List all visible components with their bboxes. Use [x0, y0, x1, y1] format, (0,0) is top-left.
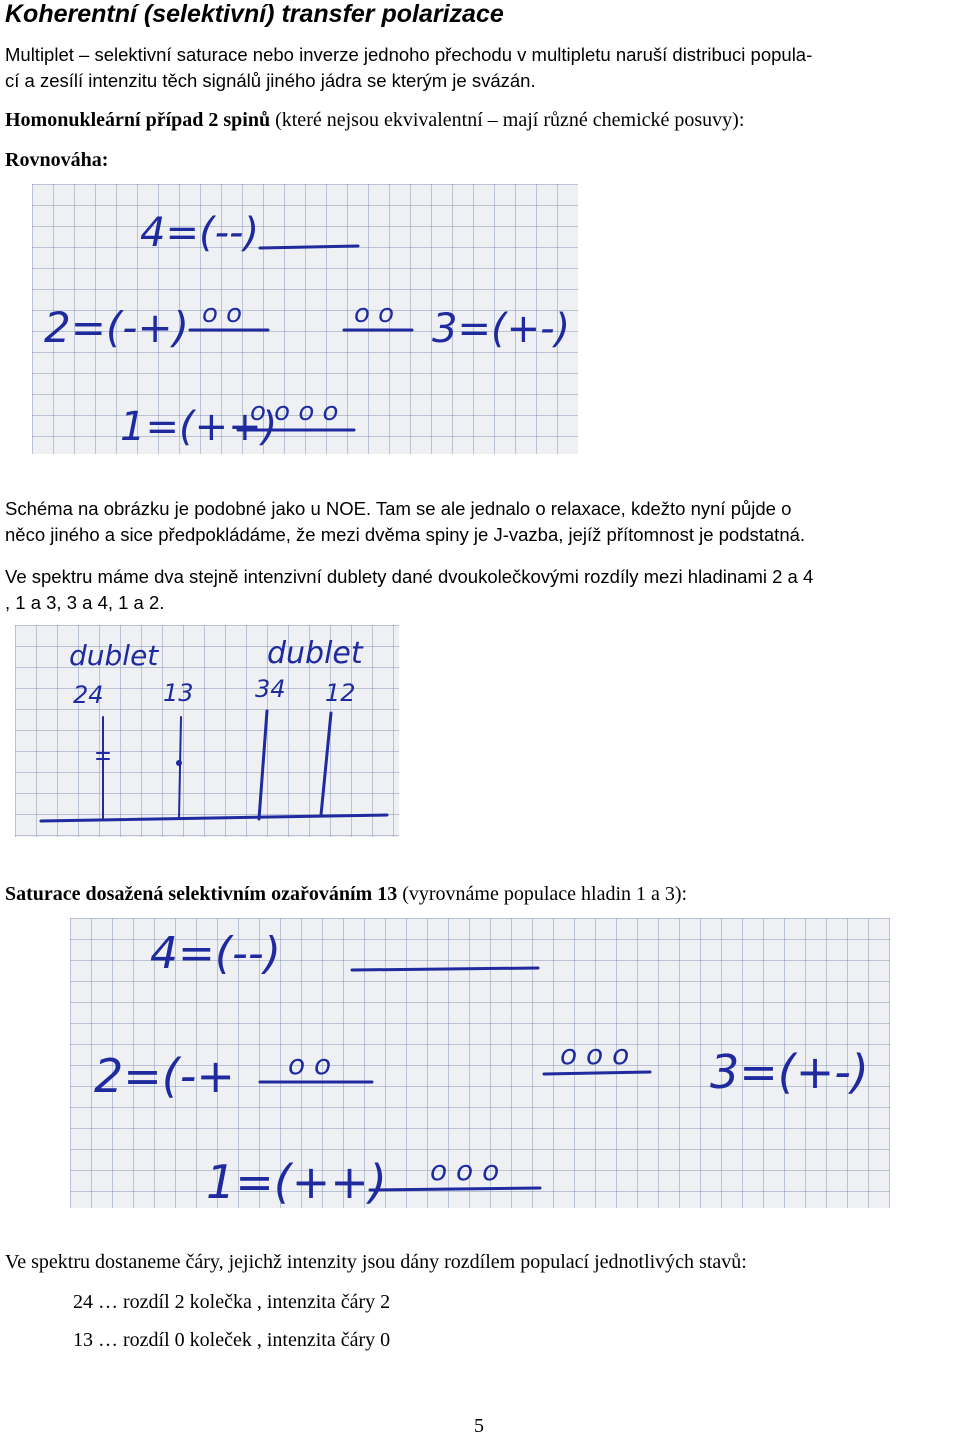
equilibrium-bold: Rovnováha: [5, 149, 109, 171]
homonuclear-line [5, 106, 744, 134]
result-item-24: 24 … rozdíl 2 kolečka , intenzita čáry 2 [73, 1291, 391, 1313]
sat-state-1-label: 1=(++) [206, 1155, 387, 1208]
line-12-label: 12 [325, 679, 356, 707]
state-4-label: 4=(--) [140, 210, 260, 256]
state-2-label: 2=(-+) [44, 303, 190, 352]
sat-state-2-label: 2=(-+ [94, 1049, 235, 1103]
doublet-right-label: dublet [267, 636, 363, 671]
result-item-13: 13 … rozdíl 0 koleček , intenzita čáry 0 [73, 1329, 391, 1351]
sat-state-3-label: 3=(+-) [710, 1045, 869, 1099]
saturation-rest: (vyrovnáme populace hladin 1 a 3): [397, 883, 688, 905]
equilibrium-label [5, 146, 108, 174]
result-line: Ve spektru dostaneme čáry, jejichž intenzity jsou dány rozdílem populací jednotlivých stavů: [5, 1251, 747, 1273]
line-24-label: 24 [73, 681, 104, 709]
page-number: 5 [474, 1415, 484, 1437]
noe-line-1: Schéma na obrázku je podobné jako u NOE. Tam se ale jednalo o relaxace, kdežto nyní půjde o [5, 498, 792, 519]
sat-state-2-dots: o o [288, 1048, 332, 1081]
sat-state-4-label: 4=(--) [150, 928, 281, 979]
state-2-dots: o o [202, 299, 243, 329]
spectrum-line-2: , 1 a 3, 3 a 4, 1 a 2. [5, 592, 165, 613]
spectrum-line-1: Ve spektru máme dva stejně intenzivní dublety dané dvoukolečkovými rozdíly mezi hladinami 2 a 4 [5, 566, 814, 587]
homonuclear-bold: Homonukleární případ 2 spinů [5, 109, 271, 131]
line-13-label: 13 [163, 679, 194, 707]
saturation-bold: Saturace dosažená selektivním ozařováním 13 [5, 883, 398, 905]
saturation-line [5, 880, 687, 908]
state-3-dots: o o [354, 299, 395, 329]
state-3-label: 3=(+-) [432, 306, 571, 352]
state-1-label: 1=(++) [120, 404, 278, 450]
intro-line-2: cí a zesílí intenzitu těch signálů jiného jádra se kterým je svázán. [5, 70, 536, 91]
figure-saturation-photo [70, 918, 890, 1208]
figure-spectrum-photo [15, 625, 399, 837]
doublet-left-label: dublet [69, 639, 159, 672]
figure-equilibrium-photo [32, 184, 578, 454]
sat-state-1-dots: o o o [430, 1154, 500, 1187]
homonuclear-rest: (které nejsou ekvivalentní – mají různé chemické posuvy): [270, 109, 745, 131]
noe-line-2: něco jiného a sice předpokládáme, že mezi dvěma spiny je J-vazba, jejíž přítomnost je podstatná. [5, 524, 806, 545]
line-34-label: 34 [255, 675, 286, 703]
page-title: Koherentní (selektivní) transfer polarizace [5, 0, 504, 28]
sat-state-3-dots: o o o [560, 1038, 630, 1071]
state-1-dots: o o o o [250, 397, 339, 427]
intro-line-1: Multiplet – selektivní saturace nebo inverze jednoho přechodu v multipletu naruší distribuci popula- [5, 44, 813, 65]
